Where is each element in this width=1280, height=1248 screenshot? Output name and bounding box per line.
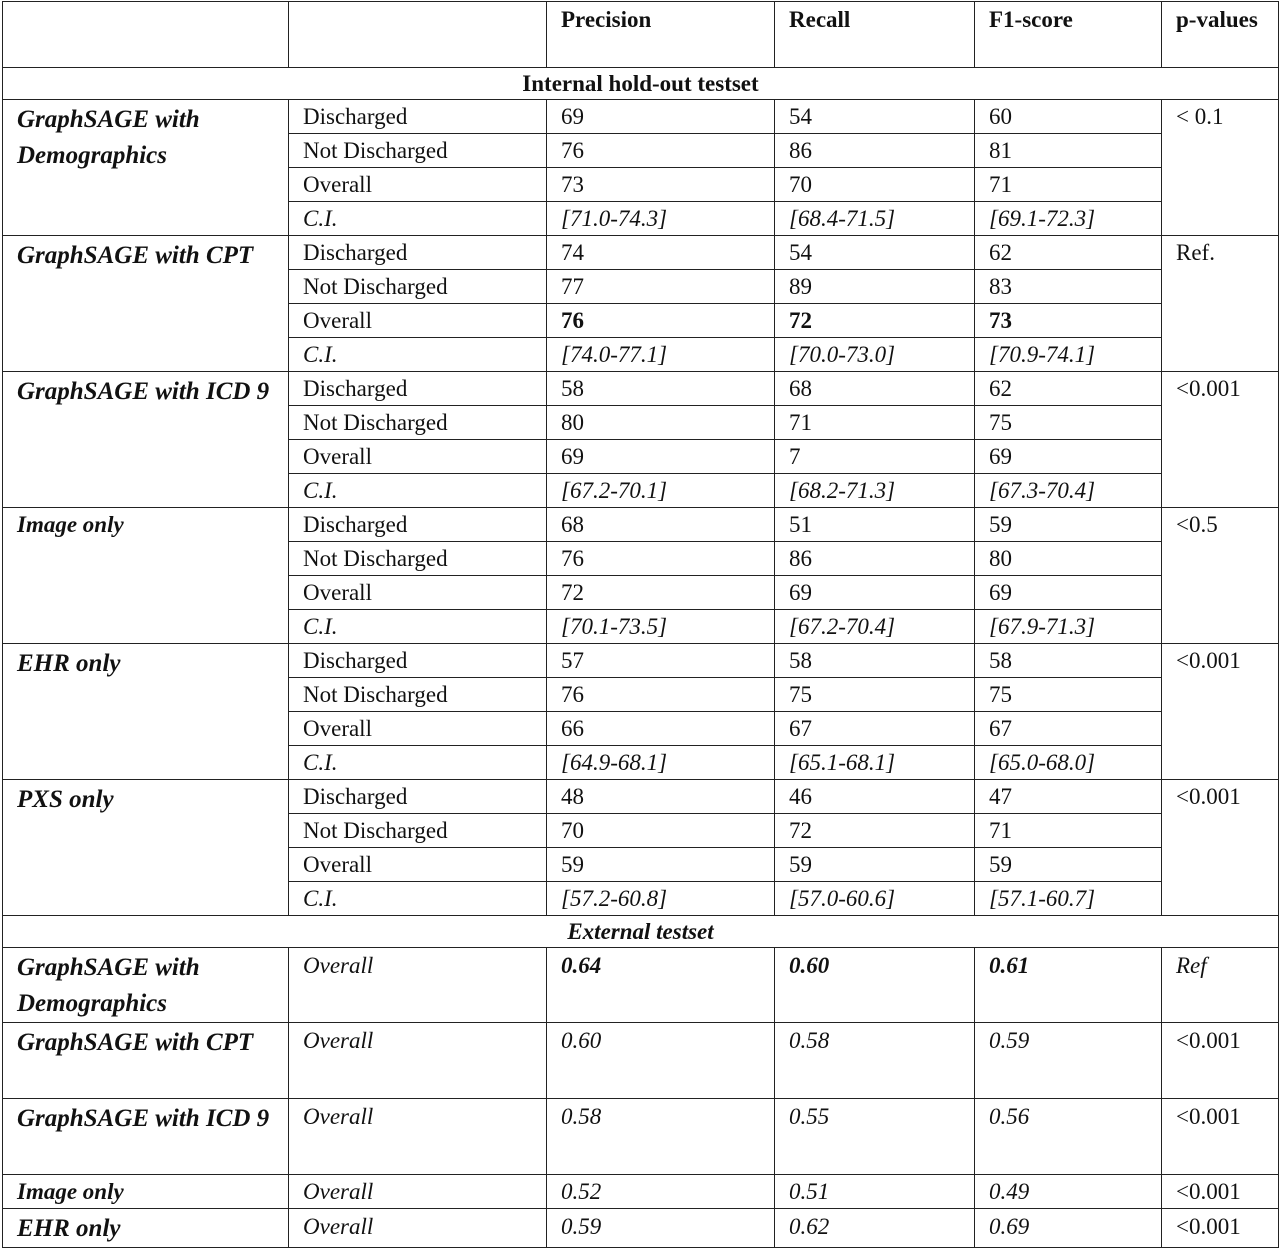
f1-cell: 0.69 <box>975 1209 1162 1248</box>
precision-cell: 73 <box>547 168 775 202</box>
f1-cell: 83 <box>975 270 1162 304</box>
precision-cell: 70 <box>547 814 775 848</box>
recall-cell: 69 <box>775 576 975 610</box>
recall-cell: [65.1-68.1] <box>775 746 975 780</box>
table-row <box>3 644 1279 678</box>
p-value-cell: Ref <box>1162 948 1279 1023</box>
precision-cell: 74 <box>547 236 775 270</box>
table-row <box>3 1209 1279 1248</box>
class-label: Discharged <box>289 236 547 270</box>
f1-cell: 60 <box>975 100 1162 134</box>
precision-cell: 0.58 <box>547 1099 775 1175</box>
recall-cell: 70 <box>775 168 975 202</box>
table-row <box>3 100 1279 134</box>
p-value-cell: < 0.1 <box>1162 100 1279 236</box>
precision-cell: 76 <box>547 542 775 576</box>
external-section-row <box>3 916 1279 948</box>
precision-cell: 0.52 <box>547 1175 775 1209</box>
table-row <box>3 1175 1279 1209</box>
table-row <box>3 372 1279 406</box>
model-name: Image only <box>3 1175 289 1209</box>
p-value-cell: <0.001 <box>1162 1209 1279 1248</box>
precision-cell: 72 <box>547 576 775 610</box>
class-label: Overall <box>289 1209 547 1248</box>
class-label: Overall <box>289 168 547 202</box>
recall-cell: 68 <box>775 372 975 406</box>
f1-cell: 62 <box>975 372 1162 406</box>
f1-cell: 0.59 <box>975 1023 1162 1099</box>
precision-cell: 57 <box>547 644 775 678</box>
precision-cell: 48 <box>547 780 775 814</box>
f1-cell: 67 <box>975 712 1162 746</box>
header-precision: Precision <box>547 2 775 68</box>
model-name: EHR only <box>3 1209 289 1248</box>
model-name: GraphSAGE with Demographics <box>3 948 289 1023</box>
p-value-cell: <0.001 <box>1162 1023 1279 1099</box>
class-label: C.I. <box>289 882 547 916</box>
model-name: GraphSAGE with CPT <box>3 236 289 372</box>
precision-cell: [57.2-60.8] <box>547 882 775 916</box>
precision-cell: 69 <box>547 440 775 474</box>
class-label: Not Discharged <box>289 814 547 848</box>
precision-cell: 77 <box>547 270 775 304</box>
recall-cell: 71 <box>775 406 975 440</box>
model-name: PXS only <box>3 780 289 916</box>
model-name: GraphSAGE with Demographics <box>3 100 289 236</box>
precision-cell: [71.0-74.3] <box>547 202 775 236</box>
recall-cell: 7 <box>775 440 975 474</box>
p-value-cell: <0.001 <box>1162 372 1279 508</box>
header-row <box>3 2 1279 68</box>
class-label: Overall <box>289 848 547 882</box>
recall-cell: 89 <box>775 270 975 304</box>
internal-section-row <box>3 68 1279 100</box>
precision-cell: 58 <box>547 372 775 406</box>
recall-cell: 86 <box>775 134 975 168</box>
precision-cell: 0.64 <box>547 948 775 1023</box>
precision-cell: 76 <box>547 134 775 168</box>
f1-cell: [65.0-68.0] <box>975 746 1162 780</box>
precision-cell: 76 <box>547 304 775 338</box>
recall-cell: 54 <box>775 100 975 134</box>
recall-cell: 0.58 <box>775 1023 975 1099</box>
recall-cell: 67 <box>775 712 975 746</box>
p-value-cell: <0.001 <box>1162 780 1279 916</box>
class-label: Overall <box>289 1099 547 1175</box>
recall-cell: 59 <box>775 848 975 882</box>
f1-cell: 80 <box>975 542 1162 576</box>
table-row <box>3 1099 1279 1175</box>
precision-cell: 0.59 <box>547 1209 775 1248</box>
table-row <box>3 780 1279 814</box>
class-label: Overall <box>289 948 547 1023</box>
class-label: Not Discharged <box>289 406 547 440</box>
class-label: Discharged <box>289 100 547 134</box>
precision-cell: 59 <box>547 848 775 882</box>
f1-cell: 71 <box>975 814 1162 848</box>
recall-cell: 46 <box>775 780 975 814</box>
recall-cell: 0.62 <box>775 1209 975 1248</box>
f1-cell: 58 <box>975 644 1162 678</box>
recall-cell: 72 <box>775 814 975 848</box>
class-label: Overall <box>289 304 547 338</box>
class-label: Discharged <box>289 372 547 406</box>
f1-cell: 75 <box>975 406 1162 440</box>
f1-cell: [70.9-74.1] <box>975 338 1162 372</box>
f1-cell: 62 <box>975 236 1162 270</box>
class-label: Not Discharged <box>289 134 547 168</box>
recall-cell: 86 <box>775 542 975 576</box>
f1-cell: 47 <box>975 780 1162 814</box>
model-name: EHR only <box>3 644 289 780</box>
f1-cell: 59 <box>975 848 1162 882</box>
class-label: Overall <box>289 576 547 610</box>
recall-cell: 0.55 <box>775 1099 975 1175</box>
f1-cell: 75 <box>975 678 1162 712</box>
table-row <box>3 1023 1279 1099</box>
model-name: GraphSAGE with CPT <box>3 1023 289 1099</box>
class-label: Not Discharged <box>289 270 547 304</box>
precision-cell: 68 <box>547 508 775 542</box>
class-label: Not Discharged <box>289 542 547 576</box>
f1-cell: 73 <box>975 304 1162 338</box>
internal-section-title: Internal hold-out testset <box>3 68 1279 100</box>
recall-cell: 54 <box>775 236 975 270</box>
p-value-cell: <0.001 <box>1162 1175 1279 1209</box>
f1-cell: [57.1-60.7] <box>975 882 1162 916</box>
recall-cell: 51 <box>775 508 975 542</box>
recall-cell: 58 <box>775 644 975 678</box>
f1-cell: 69 <box>975 576 1162 610</box>
header-p-values: p-values <box>1162 2 1279 68</box>
p-value-cell: <0.001 <box>1162 644 1279 780</box>
f1-cell: 69 <box>975 440 1162 474</box>
results-table <box>2 1 1279 1248</box>
model-name: GraphSAGE with ICD 9 <box>3 372 289 508</box>
recall-cell: 75 <box>775 678 975 712</box>
class-label: Overall <box>289 440 547 474</box>
class-label: C.I. <box>289 338 547 372</box>
class-label: C.I. <box>289 610 547 644</box>
header-recall: Recall <box>775 2 975 68</box>
class-label: C.I. <box>289 746 547 780</box>
header-f1-score: F1-score <box>975 2 1162 68</box>
precision-cell: [70.1-73.5] <box>547 610 775 644</box>
external-section-title: External testset <box>3 916 1279 948</box>
model-name: Image only <box>3 508 289 644</box>
f1-cell: 71 <box>975 168 1162 202</box>
precision-cell: 66 <box>547 712 775 746</box>
recall-cell: 72 <box>775 304 975 338</box>
class-label: Discharged <box>289 780 547 814</box>
recall-cell: 0.51 <box>775 1175 975 1209</box>
class-label: Not Discharged <box>289 678 547 712</box>
p-value-cell: <0.001 <box>1162 1099 1279 1175</box>
f1-cell: 0.49 <box>975 1175 1162 1209</box>
f1-cell: [67.3-70.4] <box>975 474 1162 508</box>
class-label: C.I. <box>289 474 547 508</box>
p-value-cell: <0.5 <box>1162 508 1279 644</box>
precision-cell: 0.60 <box>547 1023 775 1099</box>
class-label: Overall <box>289 712 547 746</box>
f1-cell: 0.56 <box>975 1099 1162 1175</box>
precision-cell: [64.9-68.1] <box>547 746 775 780</box>
table-row <box>3 508 1279 542</box>
table-row <box>3 948 1279 1023</box>
p-value-cell: Ref. <box>1162 236 1279 372</box>
recall-cell: [68.2-71.3] <box>775 474 975 508</box>
f1-cell: 81 <box>975 134 1162 168</box>
class-label: Discharged <box>289 644 547 678</box>
class-label: C.I. <box>289 202 547 236</box>
f1-cell: [67.9-71.3] <box>975 610 1162 644</box>
class-label: Discharged <box>289 508 547 542</box>
precision-cell: [74.0-77.1] <box>547 338 775 372</box>
precision-cell: 69 <box>547 100 775 134</box>
table-row <box>3 236 1279 270</box>
recall-cell: [70.0-73.0] <box>775 338 975 372</box>
precision-cell: [67.2-70.1] <box>547 474 775 508</box>
f1-cell: 59 <box>975 508 1162 542</box>
header-empty-2 <box>289 2 547 68</box>
recall-cell: [68.4-71.5] <box>775 202 975 236</box>
class-label: Overall <box>289 1023 547 1099</box>
class-label: Overall <box>289 1175 547 1209</box>
recall-cell: 0.60 <box>775 948 975 1023</box>
recall-cell: [67.2-70.4] <box>775 610 975 644</box>
f1-cell: 0.61 <box>975 948 1162 1023</box>
model-name: GraphSAGE with ICD 9 <box>3 1099 289 1175</box>
precision-cell: 80 <box>547 406 775 440</box>
header-empty-1 <box>3 2 289 68</box>
precision-cell: 76 <box>547 678 775 712</box>
recall-cell: [57.0-60.6] <box>775 882 975 916</box>
f1-cell: [69.1-72.3] <box>975 202 1162 236</box>
